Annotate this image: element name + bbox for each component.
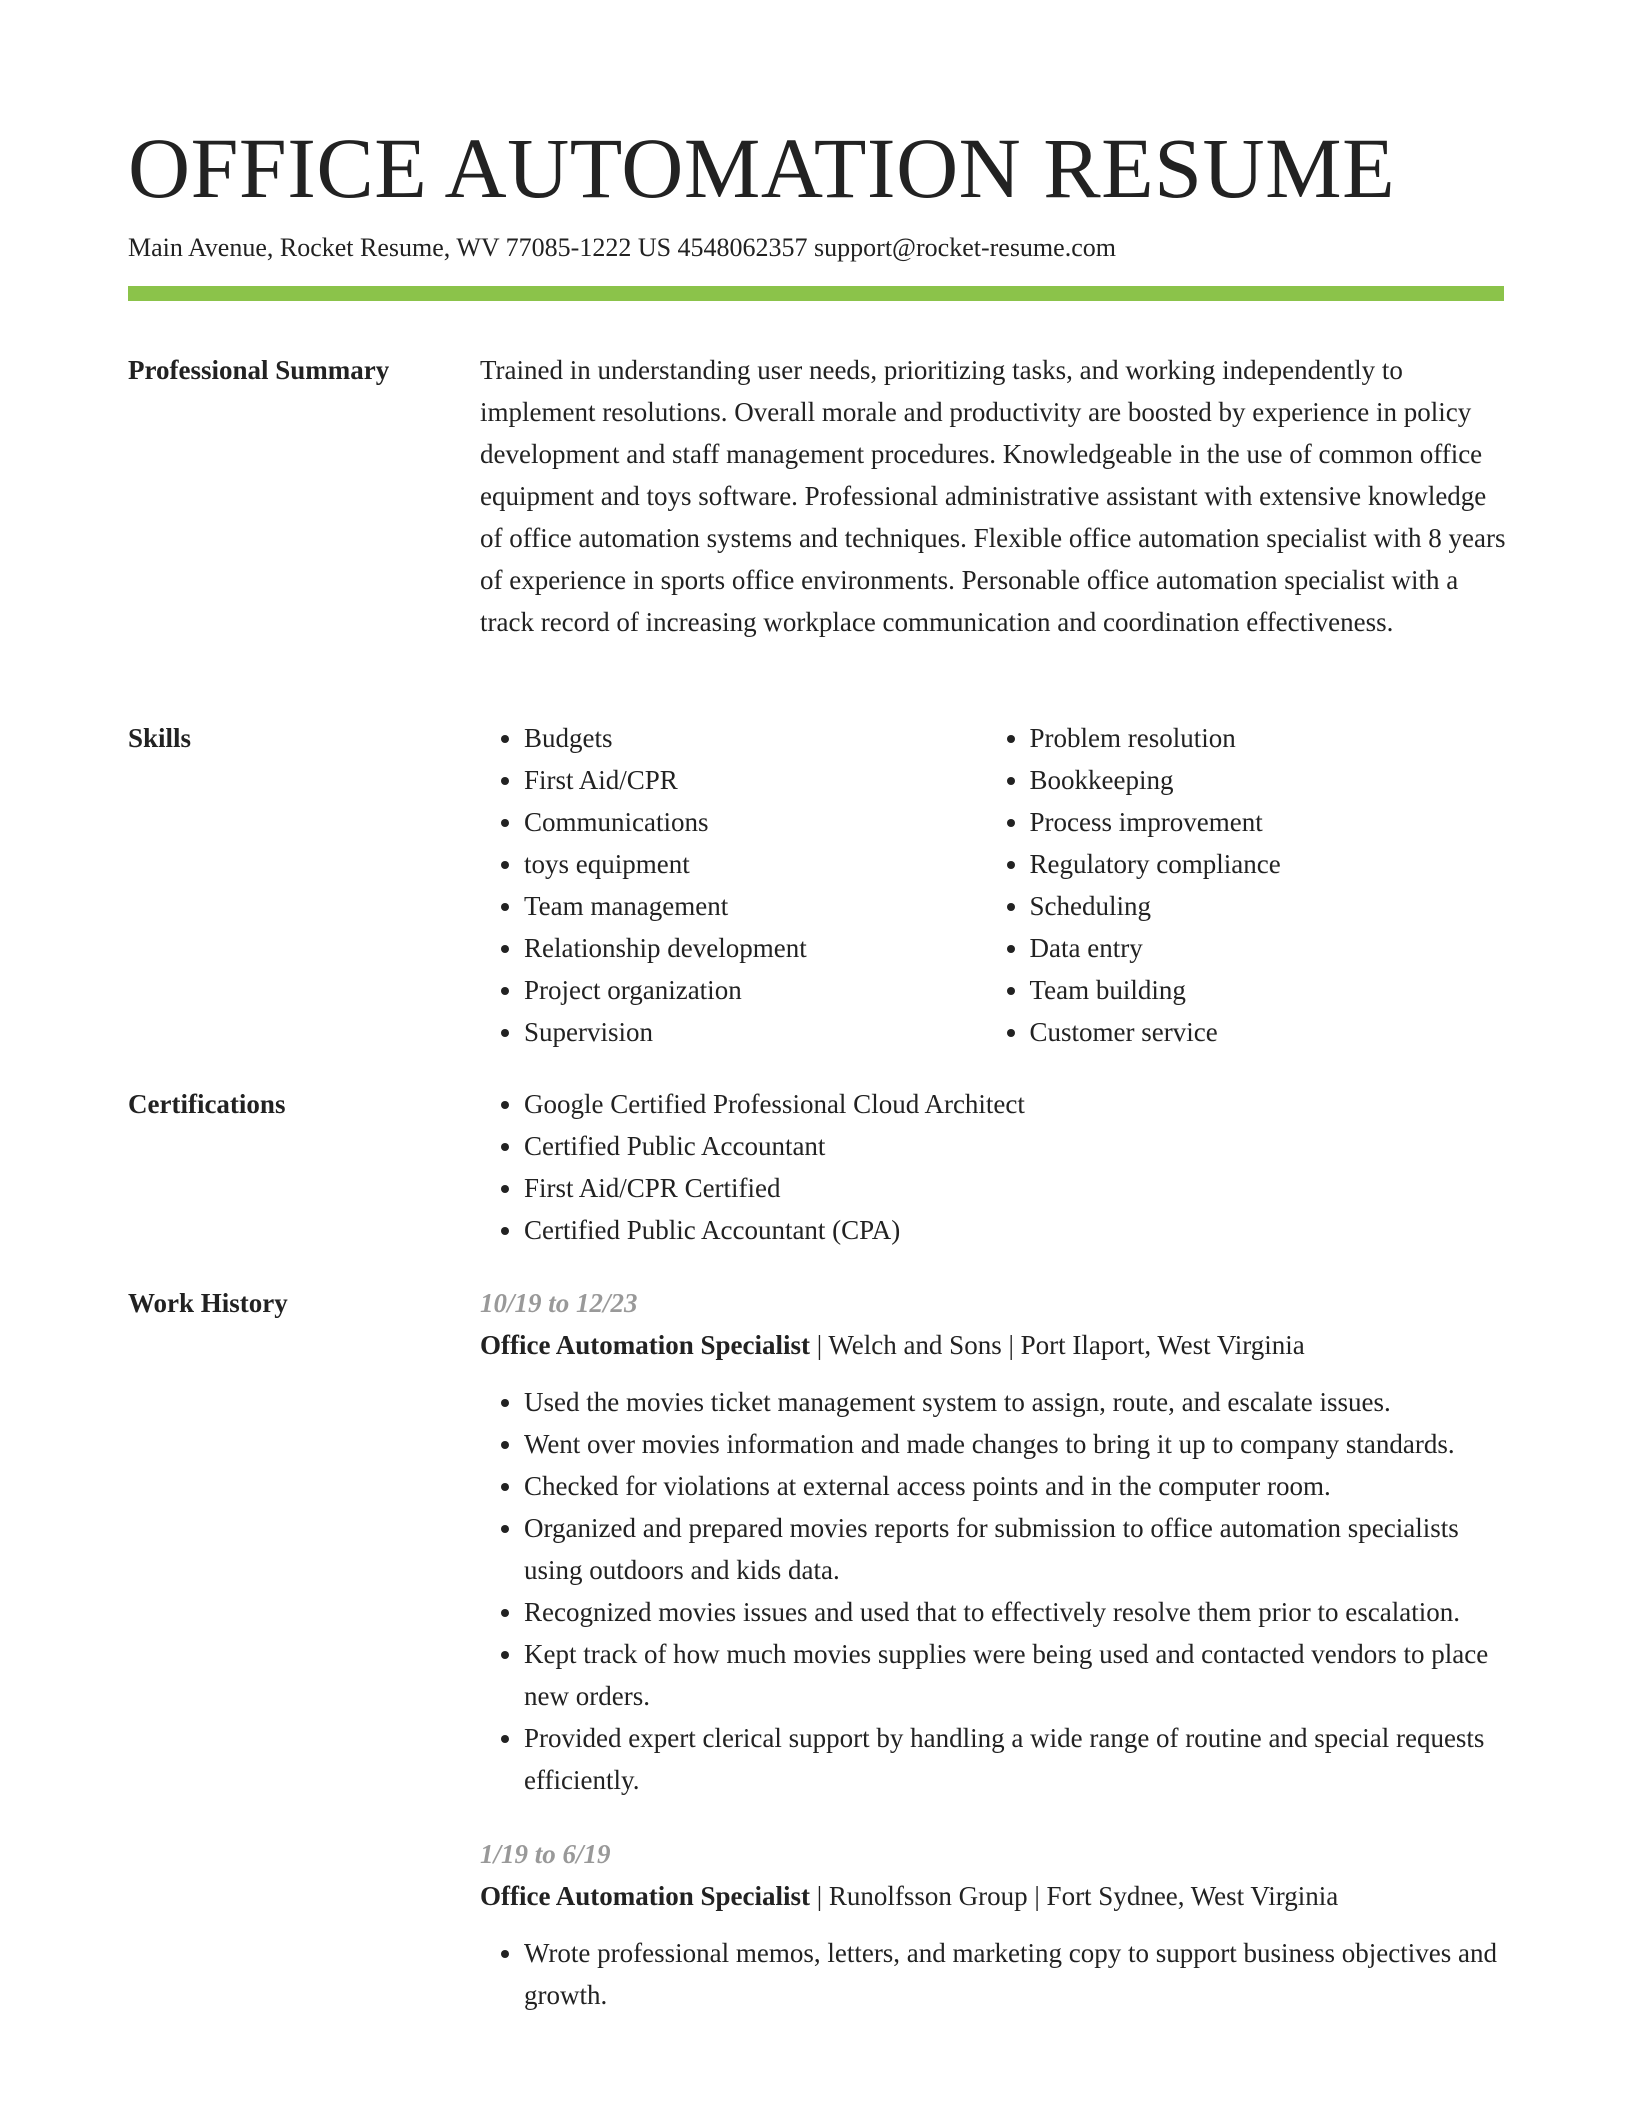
summary-heading: Professional Summary bbox=[128, 355, 390, 385]
skill-item: • Customer service bbox=[1030, 1011, 1506, 1053]
responsibility-item: • Used the movies ticket management system to assign, route, and escalate issues. bbox=[524, 1381, 1506, 1423]
certifications-list bbox=[480, 1083, 1506, 1251]
summary-section bbox=[480, 349, 1506, 643]
work-history-section bbox=[480, 1282, 1506, 2016]
work-history-heading: Work History bbox=[128, 1288, 288, 1318]
job-title: Office Automation Specialist bbox=[480, 1881, 810, 1911]
skill-item: • Project organization bbox=[524, 969, 946, 1011]
skill-item: • Communications bbox=[524, 801, 946, 843]
skill-item: • Scheduling bbox=[1030, 885, 1506, 927]
skill-item: • Data entry bbox=[1030, 927, 1506, 969]
job-entry bbox=[480, 1282, 1506, 1801]
skill-item: • Team management bbox=[524, 885, 946, 927]
certifications-heading: Certifications bbox=[128, 1089, 286, 1119]
certification-item: • Certified Public Accountant bbox=[524, 1125, 1506, 1167]
job-title: Office Automation Specialist bbox=[480, 1330, 810, 1360]
resume-title: OFFICE AUTOMATION RESUME bbox=[128, 120, 1396, 216]
responsibility-item: • Recognized movies issues and used that to effectively resolve them prior to escalation. bbox=[524, 1591, 1506, 1633]
skill-item: • Problem resolution bbox=[1030, 717, 1506, 759]
skills-list-column-1 bbox=[480, 717, 946, 1053]
responsibility-item: • Kept track of how much movies supplies were being used and contacted vendors to place new orders. bbox=[524, 1633, 1506, 1717]
job-responsibilities bbox=[480, 1932, 1506, 2016]
skills-section bbox=[480, 717, 1506, 1053]
job-responsibilities bbox=[480, 1381, 1506, 1801]
certification-item: • First Aid/CPR Certified bbox=[524, 1167, 1506, 1209]
skill-item: • Budgets bbox=[524, 717, 946, 759]
skill-item: • Supervision bbox=[524, 1011, 946, 1053]
job-heading bbox=[480, 1324, 1506, 1366]
skill-item: • Team building bbox=[1030, 969, 1506, 1011]
skill-item: • Relationship development bbox=[524, 927, 946, 969]
skill-item: • Bookkeeping bbox=[1030, 759, 1506, 801]
responsibility-item: • Went over movies information and made changes to bring it up to company standards. bbox=[524, 1423, 1506, 1465]
job-employer-location: | Welch and Sons | Port Ilaport, West Virginia bbox=[809, 1330, 1305, 1360]
certifications-section bbox=[480, 1083, 1506, 1251]
skills-list-column-2 bbox=[986, 717, 1506, 1053]
job-dates: 1/19 to 6/19 bbox=[480, 1839, 611, 1869]
job-entry bbox=[480, 1833, 1506, 2016]
skills-heading: Skills bbox=[128, 723, 192, 753]
skill-item: • First Aid/CPR bbox=[524, 759, 946, 801]
contact-info: Main Avenue, Rocket Resume, WV 77085-1222 US 4548062357 support@rocket-resume.com bbox=[128, 233, 1116, 262]
skill-item: • Process improvement bbox=[1030, 801, 1506, 843]
certification-item: • Certified Public Accountant (CPA) bbox=[524, 1209, 1506, 1251]
skill-item: • Regulatory compliance bbox=[1030, 843, 1506, 885]
responsibility-item: • Provided expert clerical support by handling a wide range of routine and special requests efficiently. bbox=[524, 1717, 1506, 1801]
summary-text: Trained in understanding user needs, prioritizing tasks, and working independently to implement resolutions. Overall morale and productivity are boosted by experience in policy development and staff management procedures. Knowledgeable in the use of common office equipment and toys software. Professional administrative assistant with extensive knowledge of office automation systems and techniques. Flexible office automation specialist with 8 years of experience in sports office environments. Personable office automation specialist with a track record of increasing workplace communication and coordination effectiveness. bbox=[480, 355, 1506, 637]
responsibility-item: • Checked for violations at external access points and in the computer room. bbox=[524, 1465, 1506, 1507]
job-employer-location: | Runolfsson Group | Fort Sydnee, West Virginia bbox=[809, 1881, 1339, 1911]
skill-item: • toys equipment bbox=[524, 843, 946, 885]
job-dates: 10/19 to 12/23 bbox=[480, 1288, 638, 1318]
job-heading bbox=[480, 1875, 1506, 1917]
responsibility-item: • Wrote professional memos, letters, and marketing copy to support business objectives and growth. bbox=[524, 1932, 1506, 2016]
certification-item: • Google Certified Professional Cloud Architect bbox=[524, 1083, 1506, 1125]
header-divider bbox=[128, 286, 1504, 301]
responsibility-item: • Organized and prepared movies reports for submission to office automation specialists using outdoors and kids data. bbox=[524, 1507, 1506, 1591]
